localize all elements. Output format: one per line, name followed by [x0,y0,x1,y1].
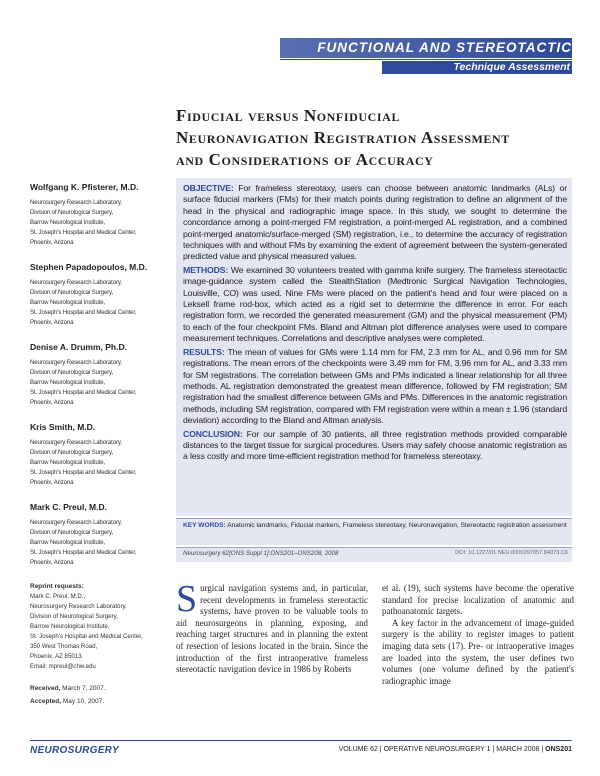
article-title [176,105,576,171]
article-dates [30,682,170,708]
title-line: Fiducial versus Nonfiducial [176,106,401,125]
author-name: Kris Smith, M.D. [30,422,96,432]
abstract-objective: OBJECTIVE: For frameless stereotaxy, users can choose between anatomic landmarks (ALs) or surface fiducial markers (FMs) for their match points during registration to define an alignment of the head in the physical and radiographic image space. In this study, we sought to determine the concordance among a point-merged FM registration, a point-merged AL registration, and a combined point-merged anatomic/surface-merged (SM) registration, i.e., to determine the accuracy of registration techniques with and without FMs by examining the extent of agreement between the system-generated predicted value and physical measured values. [183,183,567,262]
reprint-line: Neurosurgery Research Laboratory, [30,603,127,610]
abstract-text [183,183,567,465]
footer-info: VOLUME 62 | OPERATIVE NEUROSURGERY 1 | MARCH 2008 | ONS201 [338,746,572,753]
reprint-line: 350 West Thomas Road, [30,643,98,650]
subsection-header: Technique Assessment [453,61,570,73]
affiliation-line: St. Joseph's Hospital and Medical Center, [30,229,137,236]
author-name: Stephen Papadopoulos, M.D. [30,262,148,272]
affiliation-line: Phoenix, Arizona [30,239,74,246]
affiliation-line: Phoenix, Arizona [30,319,74,326]
body-paragraph: A key factor in the advancement of image-guided surgery is the ability to register images to patient imaging data sets (17). Pre- or intraoperative images are loaded into the system, the user defines two volumes (one volume defined by the patient's radiographic image [382,617,574,686]
affiliation-line: Division of Neurological Surgery, [30,209,113,216]
body-column-2 [382,583,574,687]
affiliation-line: Division of Neurological Surgery, [30,529,113,536]
affiliation-line: Phoenix, Arizona [30,479,74,486]
title-line: and Considerations of Accuracy [176,150,434,169]
reprint-line: Phoenix, AZ 85013. [30,653,84,660]
affiliation-line: Barrow Neurological Institute, [30,459,106,466]
affiliation-line: Neurosurgery Research Laboratory, [30,519,122,526]
affiliation-line: Phoenix, Arizona [30,559,74,566]
author-affiliation [30,518,170,568]
affiliation-line: St. Joseph's Hospital and Medical Center, [30,469,137,476]
abstract-conclusion: CONCLUSION: For our sample of 30 patients, all three registration methods provided comparable distances to the target tissue for surgical procedures. Users may safely choose anatomic registration as a less costly and more time-efficient registration method for frameless stereotaxy. [183,428,567,462]
footer-rule [30,740,572,741]
author-block [30,502,170,568]
keywords: KEY WORDS: Anatomic landmarks, Fiducial markers, Frameless stereotaxy, Neuronavigation, Stereotactic registration assessment [183,522,567,529]
author-name: Denise A. Drumm, Ph.D. [30,342,127,352]
journal-logo: NEUROSURGERY [30,745,119,756]
accepted-date: Accepted, May 10, 2007. [30,698,105,705]
affiliation-line: Neurosurgery Research Laboratory, [30,439,122,446]
reprint-line: Mark C. Preul, M.D., [30,593,86,600]
citation: Neurosurgery 62[ONS Suppl 1]:ONS201–ONS208, 2008 [183,550,339,557]
body-paragraph: et al. (19), such systems have become the operative standard for precise localization of anatomic and pathoanatomic targets. [382,583,574,617]
author-block [30,422,170,488]
affiliation-line: Barrow Neurological Institute, [30,539,106,546]
reprint-line: St. Joseph's Hospital and Medical Center, [30,633,143,640]
affiliation-line: St. Joseph's Hospital and Medical Center, [30,549,137,556]
affiliation-line: Phoenix, Arizona [30,399,74,406]
author-block [30,182,170,248]
reprint-requests [30,582,170,672]
reprint-line: Division of Neurological Surgery, [30,613,118,620]
reprint-label: Reprint requests: [30,583,84,590]
drop-cap: S [176,578,198,620]
affiliation-line: Neurosurgery Research Laboratory, [30,279,122,286]
received-date: Received, March 7, 2007. [30,685,106,692]
author-name: Wolfgang K. Pfisterer, M.D. [30,182,139,192]
author-affiliation [30,198,170,248]
affiliation-line: Neurosurgery Research Laboratory, [30,359,122,366]
affiliation-line: Neurosurgery Research Laboratory, [30,199,122,206]
section-header: FUNCTIONAL AND STEREOTACTIC [317,40,572,55]
affiliation-line: Division of Neurological Surgery, [30,449,113,456]
abstract-results: RESULTS: The mean of values for GMs were 1.14 mm for FM, 2.3 mm for AL, and 0.96 mm for SM registrations. The mean errors of the checkpoints were 3.49 mm for FM, 3.96 mm for AL, and 3.33 mm for SM registrations. The correlation between GMs and PMs indicated a linear relationship for all three methods. AL registration demonstrated the greatest mean difference, followed by FM registration; SM registration had the smallest difference between GMs and PMs. Differences in the anatomic registration methods, including SM registration, compared with FM registration were within a mean ± 1.96 (standard deviation) according to the Bland and Altman analysis. [183,346,567,426]
affiliation-line: St. Joseph's Hospital and Medical Center, [30,389,137,396]
affiliation-line: Barrow Neurological Institute, [30,379,106,386]
reprint-line: Barrow Neurological Institute, [30,623,110,630]
body-column-1 [176,578,368,676]
affiliation-line: Barrow Neurological Institute, [30,219,106,226]
affiliation-line: Division of Neurological Surgery, [30,369,113,376]
header-rule [280,59,572,60]
author-block [30,342,170,408]
page-number: ONS201 [545,746,572,753]
affiliation-line: Barrow Neurological Institute, [30,299,106,306]
abstract-methods: METHODS: We examined 30 volunteers treated with gamma knife surgery. The frameless stereotactic image-guidance system called the StealthStation (Medtronic Surgical Navigation Technologies, Louisville, CO) was used. Nine FMs were placed on the patient's head and four were placed on a Leksell frame rod-box, which acted as a rigid set to determine the difference in error. For each registration form, we recorded the generated measurement (GM) and the physical measurement (PM) to each of the four checkpoint FMs. Bland and Altman plot difference analyses were used to compare measurement techniques. Correlations and descriptive analyses were completed. [183,264,567,344]
affiliation-line: St. Joseph's Hospital and Medical Center, [30,309,137,316]
affiliation-line: Division of Neurological Surgery, [30,289,113,296]
author-list [30,182,170,708]
author-affiliation [30,278,170,328]
body-paragraph: Surgical navigation systems and, in particular, recent developments in frameless stereotactic systems, have proven to be valuable tools to aid neurosurgeons in planning, exposing, and reaching target structures and in planning the extent of resection of lesions located in the brain. Since the introduction of the first intraoperative frameless stereotactic navigation device in 1986 by Roberts [176,578,368,675]
author-affiliation [30,438,170,488]
author-block [30,262,170,328]
doi[interactable]: DOI: 10.1227/01.NEU.0000297057.84073.C6 [455,550,568,556]
title-line: Neuronavigation Registration Assessment [176,128,510,147]
author-name: Mark C. Preul, M.D. [30,502,107,512]
reprint-email[interactable]: Email: mpreul@chw.edu [30,663,96,670]
author-affiliation [30,358,170,408]
